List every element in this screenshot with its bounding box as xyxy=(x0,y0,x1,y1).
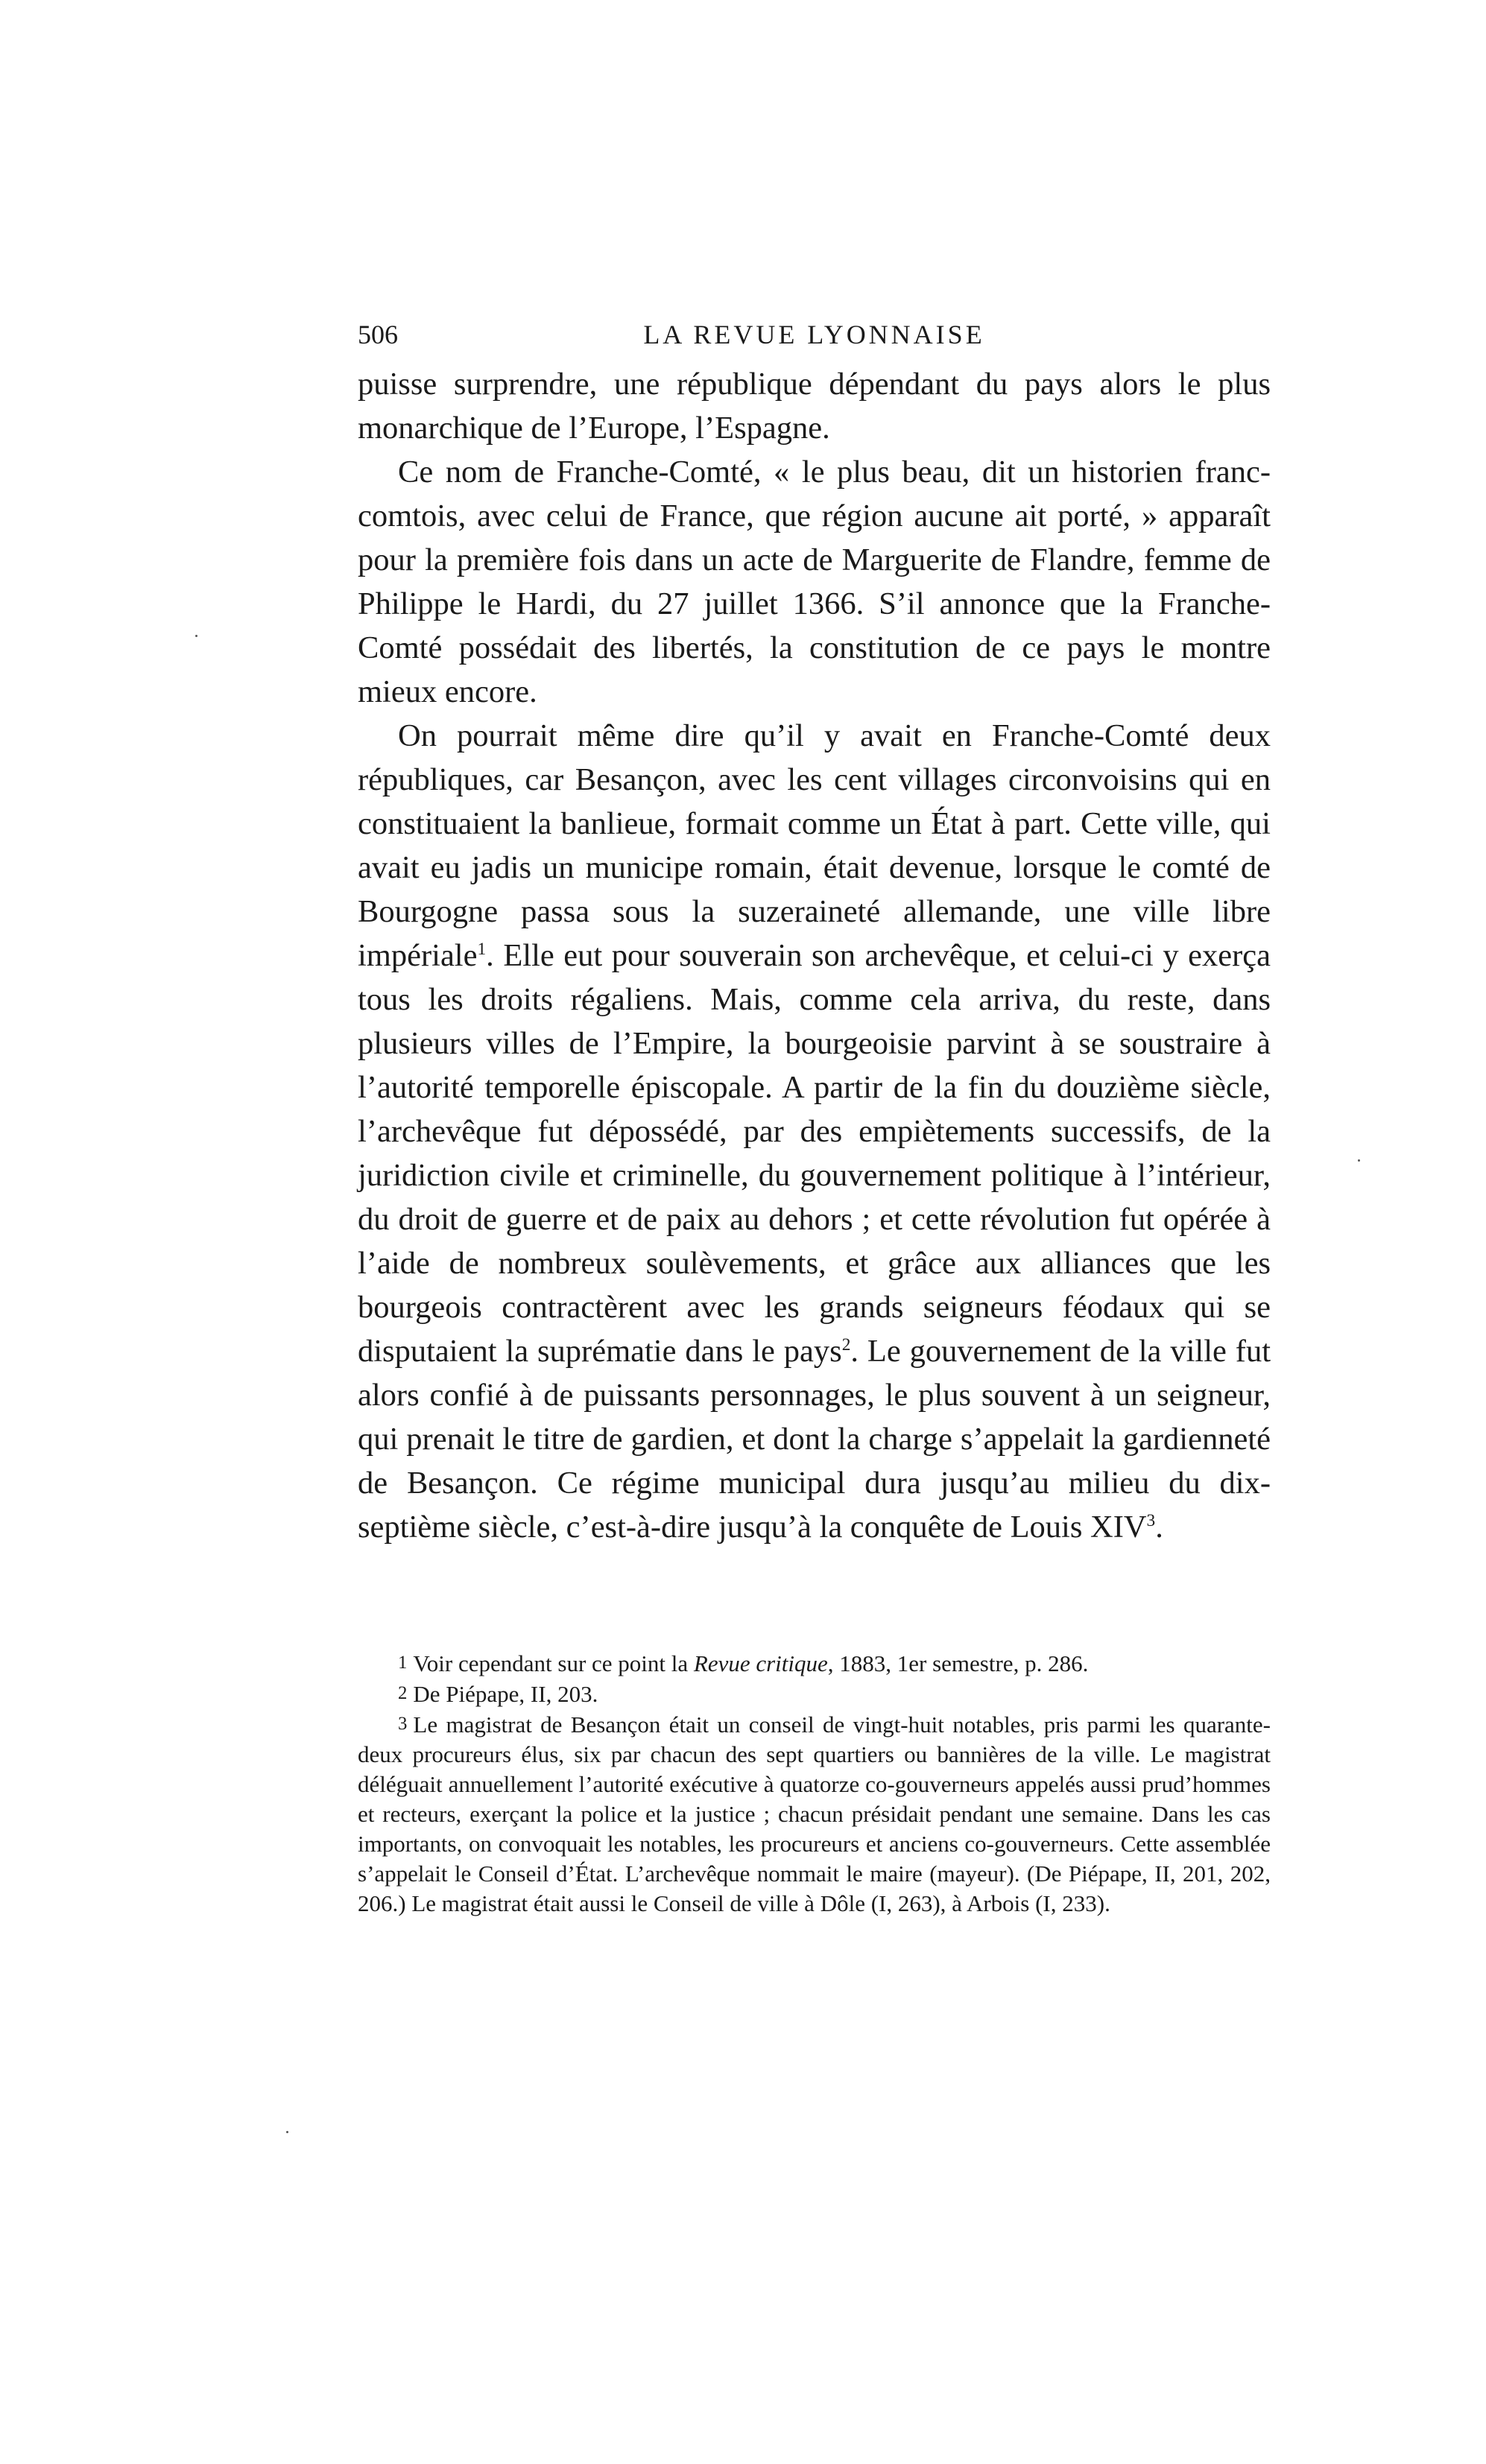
paragraph-text: . Le gouvernement de la ville fut alors confié à de puissants personnages, le plus souvent à un seigneur, qui prenait le titre de gardien, et dont la charge s’appelait la gardienneté de Besançon. Ce régime municipal dura jusqu’au milieu du dix-septième siècle, c’est-à-dire jusqu’à la conquête de Louis XIV xyxy=(358,1334,1271,1545)
scan-speck xyxy=(286,2131,288,2133)
footnote-text: Le magistrat de Besançon était un conseil de vingt-huit notables, pris parmi les quarante-deux procureurs élus, six par chacun des sept quartiers ou bannières de la ville. Le magistrat déléguait annuellement l’autorité exécutive à quatorze co-gouverneurs appelés aussi prud’hommes et recteurs, exerçant la police et la justice ; chacun présidait pendant une semaine. Dans les cas importants, on convoquait les notables, les procureurs et anciens co-gouverneurs. Cette assemblée s’appelait le Conseil d’État. L’archevêque nommait le maire (mayeur). (De Piépape, II, 201, 202, 206.) Le magistrat était aussi le Conseil de ville à Dôle (I, 263), à Arbois (I, 233). xyxy=(358,1711,1271,1916)
footnote xyxy=(358,1709,1271,1919)
footnote-text: , 1883, 1er semestre, p. 286. xyxy=(827,1650,1089,1676)
scan-speck xyxy=(1358,1159,1360,1162)
paragraph-text: . Elle eut pour souverain son archevêque, et celui-ci y exerça tous les droits régaliens. Mais, comme cela arriva, du reste, dans plusieurs villes de l’Empire, la bourgeoisie parvint à se soustraire à l’autorité temporelle épiscopale. A partir de la fin du douzième siècle, l’archevêque fut dépossédé, par des empiètements successifs, de la juridiction civile et criminelle, du gouvernement politique à l’intérieur, du droit de guerre et de paix au dehors ; et cette révolution fut opérée à l’aide de nombreux soulèvements, et grâce aux alliances que les bourgeois contractèrent avec les grands seigneurs féodaux qui se disputaient la suprématie dans le pays xyxy=(358,938,1271,1369)
page-header xyxy=(358,311,1271,356)
scan-speck xyxy=(195,635,197,637)
footnote-ref: 3 xyxy=(1146,1510,1156,1530)
footnote-ref: 1 xyxy=(477,939,487,959)
paragraph-text: . xyxy=(1155,1510,1163,1545)
main-text xyxy=(358,362,1271,1549)
footnote-title: Revue critique xyxy=(693,1650,828,1676)
running-title: LA REVUE LYONNAISE xyxy=(643,320,985,349)
footnote xyxy=(358,1679,1271,1709)
footnote-number: 1 xyxy=(398,1653,408,1673)
footnote-text: De Piépape, II, 203. xyxy=(413,1681,598,1707)
footnote-number: 2 xyxy=(398,1683,408,1703)
footnotes xyxy=(358,1648,1271,1919)
paragraph: puisse surprendre, une république dépendant du pays alors le plus monarchique de l’Europe, l’Espagne. xyxy=(358,367,1271,446)
footnote xyxy=(358,1648,1271,1679)
footnote-number: 3 xyxy=(398,1714,408,1734)
paragraph xyxy=(358,714,1271,1549)
paragraph-text: On pourrait même dire qu’il y avait en Franche-Comté deux républiques, car Besançon, avec les cent villages circonvoisins qui en constituaient la banlieue, formait comme un État à part. Cette ville, qui avait eu jadis un municipe romain, était devenue, lorsque le comté de Bourgogne passa sous la suzeraineté allemande, une ville libre impériale xyxy=(358,718,1271,973)
footnote-text: Voir cependant sur ce point la xyxy=(413,1650,694,1676)
paragraph: Ce nom de Franche-Comté, « le plus beau, dit un historien franc-comtois, avec celui de France, que région aucune ait porté, » apparaît pour la première fois dans un acte de Marguerite de Flandre, femme de Philippe le Hardi, du 27 juillet 1366. S’il annonce que la Franche-Comté possédait des libertés, la constitution de ce pays le montre mieux encore. xyxy=(358,455,1271,709)
page-number: 506 xyxy=(358,320,398,349)
footnote-ref: 2 xyxy=(841,1334,851,1355)
